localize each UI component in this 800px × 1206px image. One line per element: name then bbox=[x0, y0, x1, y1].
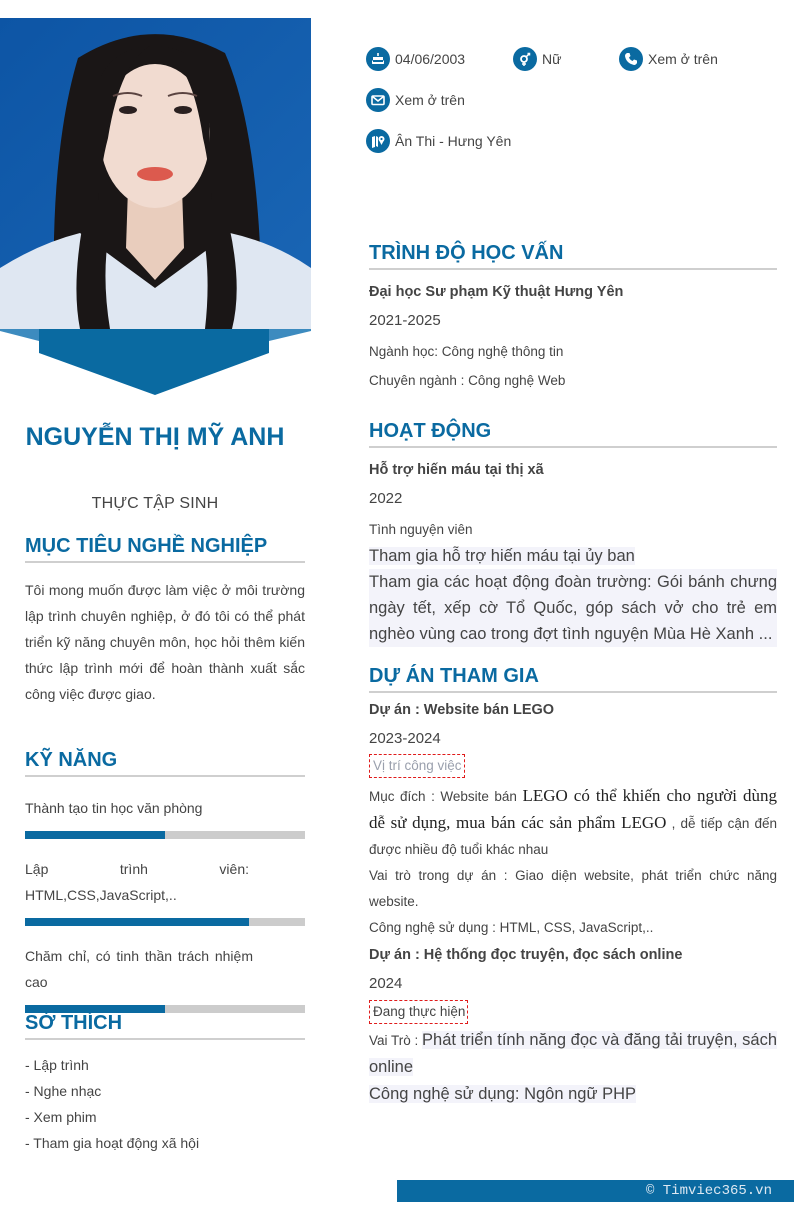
activities-section bbox=[369, 418, 777, 647]
gender-icon bbox=[513, 47, 537, 71]
skill-progress-fill bbox=[25, 918, 249, 926]
education-specialization[interactable]: Chuyên ngành : Công nghệ Web bbox=[369, 373, 566, 388]
role-label: Vai Trò : bbox=[369, 1033, 423, 1048]
activity-year[interactable]: 2022 bbox=[369, 490, 403, 507]
hobby-item: - Xem phim bbox=[25, 1109, 97, 1125]
candidate-job-title[interactable]: THỰC TẬP SINH bbox=[91, 495, 219, 512]
birthday-cake-icon bbox=[366, 47, 390, 71]
projects-heading: DỰ ÁN THAM GIA bbox=[369, 663, 777, 693]
activities-heading: HOẠT ĐỘNG bbox=[369, 418, 777, 448]
email-value: Xem ở trên bbox=[395, 92, 465, 108]
project-role[interactable] bbox=[369, 1027, 777, 1081]
portrait-illustration bbox=[0, 18, 311, 329]
contact-birthday[interactable] bbox=[366, 47, 465, 71]
skill-label: Chăm chỉ, có tinh thần trách nhiệm cao bbox=[25, 948, 253, 990]
purpose-suffix: , dễ tiếp cận đến được nhiều độ tuổi khác nhau bbox=[369, 816, 778, 857]
hobby-item: - Lập trình bbox=[25, 1057, 89, 1073]
project-years[interactable]: 2024 bbox=[369, 975, 403, 992]
project-title[interactable]: Dự án : Hệ thống đọc truyện, đọc sách online bbox=[369, 947, 683, 963]
skill-progress-bar bbox=[25, 918, 305, 926]
footer-watermark: © Timviec365.vn bbox=[397, 1180, 794, 1202]
education-heading: TRÌNH ĐỘ HỌC VẤN bbox=[369, 240, 777, 270]
purpose-prefix: Mục đích : Website bán bbox=[369, 789, 523, 804]
education-major[interactable]: Ngành học: Công nghệ thông tin bbox=[369, 344, 564, 359]
phone-value: Xem ở trên bbox=[648, 51, 718, 67]
skill-item[interactable] bbox=[25, 856, 305, 926]
skill-label: Lập trình viên: HTML,CSS,JavaScript,.. bbox=[25, 861, 249, 903]
project-position-input[interactable]: Đang thực hiện bbox=[369, 1000, 468, 1024]
project-item bbox=[369, 947, 777, 1107]
profile-photo[interactable] bbox=[0, 18, 311, 329]
skill-item[interactable] bbox=[25, 795, 305, 839]
project-title[interactable]: Dự án : Website bán LEGO bbox=[369, 702, 555, 718]
hobbies-heading: SỞ THÍCH bbox=[25, 1010, 305, 1040]
activity-title[interactable]: Hỗ trợ hiến máu tại thị xã bbox=[369, 462, 544, 478]
email-icon bbox=[366, 88, 390, 112]
project-years[interactable]: 2023-2024 bbox=[369, 730, 441, 747]
objective-section bbox=[25, 533, 305, 707]
objective-text[interactable]: Tôi mong muốn được làm việc ở môi trường lập trình chuyên nghiệp, ở đó tôi có thể phát triển kỹ năng chuyên môn, học hỏi thêm kiến thức lập trình mới để hoàn thành xuất sắc công việc được giao. bbox=[25, 582, 305, 702]
skills-section bbox=[25, 747, 305, 1013]
hobby-item: - Nghe nhạc bbox=[25, 1083, 102, 1099]
skill-progress-fill bbox=[25, 831, 165, 839]
contact-phone[interactable] bbox=[619, 47, 718, 71]
education-section bbox=[369, 240, 777, 388]
activity-detail-line: Tham gia hỗ trợ hiến máu tại ủy ban bbox=[369, 547, 635, 565]
contact-gender[interactable] bbox=[513, 47, 561, 71]
objective-heading: MỤC TIÊU NGHỀ NGHIỆP bbox=[25, 533, 305, 563]
projects-section bbox=[369, 663, 777, 1107]
education-school[interactable]: Đại học Sư phạm Kỹ thuật Hưng Yên bbox=[369, 284, 624, 300]
photo-banner-chevron bbox=[0, 329, 311, 399]
skill-progress-bar bbox=[25, 831, 305, 839]
hobbies-list[interactable] bbox=[25, 1052, 305, 1156]
map-pin-icon bbox=[366, 129, 390, 153]
project-purpose[interactable] bbox=[369, 783, 777, 863]
project-item bbox=[369, 702, 777, 941]
skill-item[interactable] bbox=[25, 943, 305, 1013]
candidate-name[interactable]: NGUYỄN THỊ MỸ ANH bbox=[25, 423, 285, 451]
activity-detail-line: Tham gia các hoạt động đoàn trường: Gói bánh chưng ngày tết, xếp cờ Tổ Quốc, góp sách vở cho trẻ em nghèo vùng cao trong đợt tình nguyện Mùa Hè Xanh ... bbox=[369, 569, 777, 647]
project-tech[interactable]: Công nghệ sử dụng : HTML, CSS, JavaScript,.. bbox=[369, 920, 654, 935]
role-value: Phát triển tính năng đọc và đăng tải truyện, sách online bbox=[369, 1031, 778, 1076]
address-value: Ân Thi - Hưng Yên bbox=[395, 133, 512, 149]
hobby-item: - Tham gia hoạt động xã hội bbox=[25, 1135, 200, 1151]
phone-icon bbox=[619, 47, 643, 71]
project-tech[interactable]: Công nghệ sử dụng: Ngôn ngữ PHP bbox=[369, 1085, 637, 1103]
skill-label: Thành tạo tin học văn phòng bbox=[25, 800, 203, 816]
project-position-input[interactable]: Vị trí công việc bbox=[369, 754, 465, 778]
contact-address[interactable] bbox=[366, 129, 511, 153]
gender-value: Nữ bbox=[542, 51, 562, 67]
contact-email[interactable] bbox=[366, 88, 465, 112]
activity-details[interactable] bbox=[369, 543, 777, 647]
skills-heading: KỸ NĂNG bbox=[25, 747, 305, 777]
purpose-serif-text: LEGO có thể khiến cho người dùng dễ sử dụng, mua bán các sản phẩm LEGO bbox=[369, 786, 777, 832]
education-years[interactable]: 2021-2025 bbox=[369, 312, 441, 329]
project-role[interactable]: Vai trò trong dự án : Giao diện website, phát triển chức năng website. bbox=[369, 868, 777, 909]
birthday-value: 04/06/2003 bbox=[395, 51, 466, 67]
activity-role[interactable]: Tình nguyện viên bbox=[369, 522, 473, 537]
hobbies-section bbox=[25, 1010, 305, 1156]
